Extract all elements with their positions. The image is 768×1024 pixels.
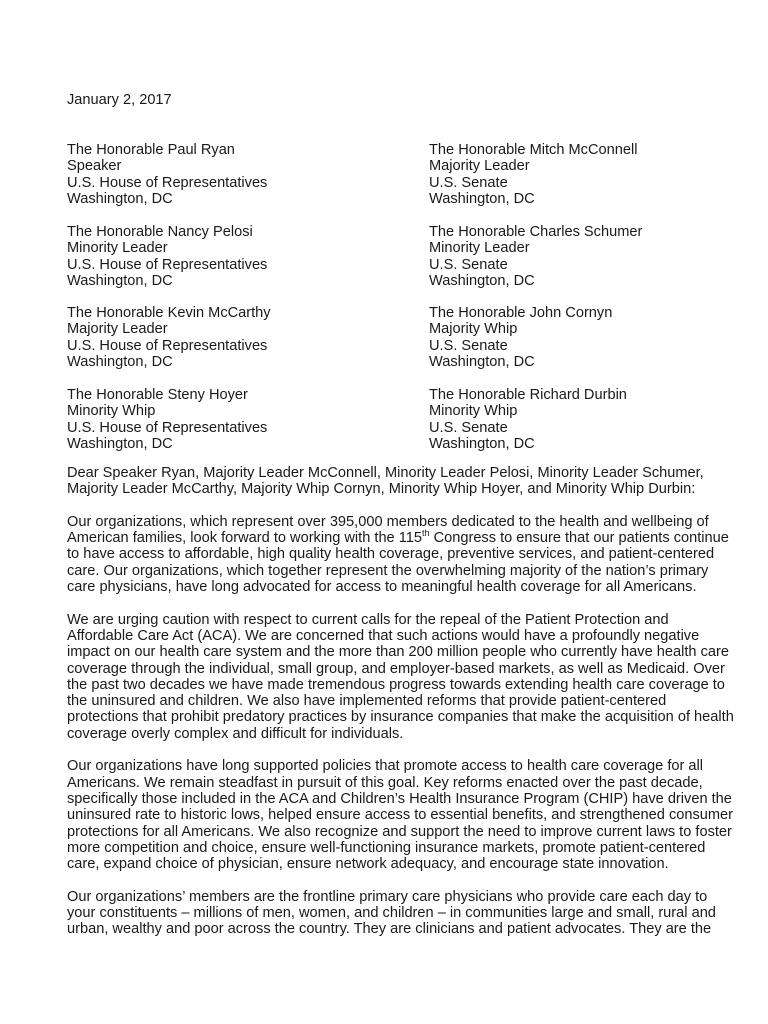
- addressee-name: The Honorable Nancy Pelosi: [67, 224, 253, 240]
- paragraph-line: Our organizations’ members are the frontline primary care physicians who provide care each day to: [67, 888, 708, 905]
- addressee-title: Minority Leader: [67, 240, 168, 257]
- addressee-city: Washington, DC: [429, 190, 535, 207]
- letter-date: January 2, 2017: [67, 92, 172, 108]
- addressee-city: Washington, DC: [67, 353, 173, 370]
- salutation: [67, 465, 717, 498]
- addressee-ryan: [67, 142, 267, 207]
- addressee-title: Majority Leader: [67, 321, 168, 338]
- paragraph-line: more competition and choice, ensure well-functioning insurance markets, promote patient-centered: [67, 839, 706, 856]
- addressee-title: Minority Leader: [429, 240, 530, 257]
- paragraph-line: urban, wealthy and poor across the country. They are clinicians and patient advocates. They are the: [67, 921, 712, 938]
- addressee-title: Majority Leader: [429, 158, 530, 175]
- addressee-mcconnell: [429, 142, 637, 207]
- addressee-name: The Honorable Paul Ryan: [67, 142, 235, 158]
- addressee-city: Washington, DC: [67, 272, 173, 289]
- addressee-name: The Honorable John Cornyn: [429, 305, 613, 321]
- ordinal-suffix: th: [422, 528, 430, 539]
- addressee-title: Minority Whip: [429, 403, 518, 420]
- addressee-body: U.S. Senate: [429, 256, 508, 273]
- addressee-name: The Honorable Charles Schumer: [429, 224, 643, 240]
- paragraph-line: Our organizations, which represent over 395,000 members dedicated to the health and wellbeing of: [67, 513, 709, 530]
- paragraph-line: Affordable Care Act (ACA). We are concerned that such actions would have a profoundly negative: [67, 627, 700, 644]
- addressee-hoyer: [67, 387, 267, 452]
- paragraph-3: [67, 758, 734, 873]
- addressee-title: Speaker: [67, 158, 122, 175]
- addressee-durbin: [429, 387, 627, 452]
- paragraph-line: protections that prohibit predatory practices by insurance companies that make the acquisition of health: [67, 709, 734, 726]
- addressee-name: The Honorable Richard Durbin: [429, 387, 627, 403]
- addressee-body: U.S. House of Representatives: [67, 174, 268, 191]
- paragraph-line: protections for all Americans. We also recognize and support the need to improve current laws to foster: [67, 823, 732, 840]
- paragraph-line: care, expand choice of physician, ensure network adequacy, and encourage state innovation.: [67, 856, 669, 873]
- addressee-city: Washington, DC: [429, 353, 535, 370]
- salutation-line: Majority Leader McCarthy, Majority Whip Cornyn, Minority Whip Hoyer, and Minority Whip Durbin:: [67, 481, 696, 498]
- addressee-schumer: [429, 224, 642, 289]
- paragraph-line: specifically those included in the ACA and Children’s Health Insurance Program (CHIP) have driven the: [67, 790, 732, 807]
- addressee-body: U.S. House of Representatives: [67, 256, 268, 273]
- line-text: Congress to ensure that our patients continue: [429, 530, 729, 547]
- addressee-city: Washington, DC: [67, 435, 173, 452]
- paragraph-line: your constituents – millions of men, women, and children – in communities large and small, rural and: [67, 905, 716, 922]
- addressee-city: Washington, DC: [429, 272, 535, 289]
- paragraph-line: coverage overly complex and difficult for individuals.: [67, 725, 404, 742]
- paragraph-line: [67, 528, 729, 547]
- salutation-line: Dear Speaker Ryan, Majority Leader McConnell, Minority Leader Pelosi, Minority Leader Schumer,: [67, 465, 704, 481]
- paragraph-line: impact on our health care system and the more than 200 million people who currently have health care: [67, 644, 729, 661]
- addressee-name: The Honorable Mitch McConnell: [429, 142, 638, 158]
- addressee-body: U.S. Senate: [429, 419, 508, 436]
- line-text: American families, look forward to working with the 115: [67, 530, 422, 547]
- paragraph-4: [67, 889, 717, 938]
- paragraph-line: care physicians, have long advocated for access to meaningful health coverage for all Americans.: [67, 579, 697, 596]
- paragraph-line: Americans. We remain steadfast in pursuit of this goal. Key reforms enacted over the past decade,: [67, 774, 703, 791]
- paragraph-line: to have access to affordable, high quality health coverage, preventive services, and patient-centered: [67, 546, 715, 563]
- addressee-body: U.S. House of Representatives: [67, 419, 268, 436]
- paragraph-2: [67, 611, 734, 742]
- paragraph-line: the past two decades we have made tremendous progress towards extending health care coverage to: [67, 676, 725, 693]
- paragraph-line: coverage through the individual, small group, and employer-based markets, as well as Medicaid. Over: [67, 660, 725, 677]
- paragraph-line: uninsured rate to historic lows, helped ensure access to essential benefits, and strengthened consumer: [67, 807, 734, 824]
- addressee-title: Minority Whip: [67, 403, 156, 420]
- letter-body: [67, 465, 734, 954]
- addressee-body: U.S. Senate: [429, 174, 508, 191]
- addressee-cornyn: [429, 305, 612, 370]
- addressee-mccarthy: [67, 305, 271, 370]
- addressee-city: Washington, DC: [429, 435, 535, 452]
- paragraph-line: We are urging caution with respect to current calls for the repeal of the Patient Protection and: [67, 611, 669, 628]
- addressee-pelosi: [67, 224, 267, 289]
- addressee-name: The Honorable Steny Hoyer: [67, 387, 248, 403]
- addressee-body: U.S. House of Representatives: [67, 337, 268, 354]
- paragraph-line: care. Our organizations, which together represent the overwhelming majority of the nation’s primary: [67, 562, 709, 579]
- addressee-title: Majority Whip: [429, 321, 518, 338]
- addressee-name: The Honorable Kevin McCarthy: [67, 305, 271, 321]
- paragraph-line: Our organizations have long supported policies that promote access to health care coverage for all: [67, 758, 704, 775]
- paragraph-line: the uninsured and children. We also have implemented reforms that provide patient-centered: [67, 693, 667, 710]
- addressee-body: U.S. Senate: [429, 337, 508, 354]
- addressee-city: Washington, DC: [67, 190, 173, 207]
- paragraph-1: [67, 513, 729, 596]
